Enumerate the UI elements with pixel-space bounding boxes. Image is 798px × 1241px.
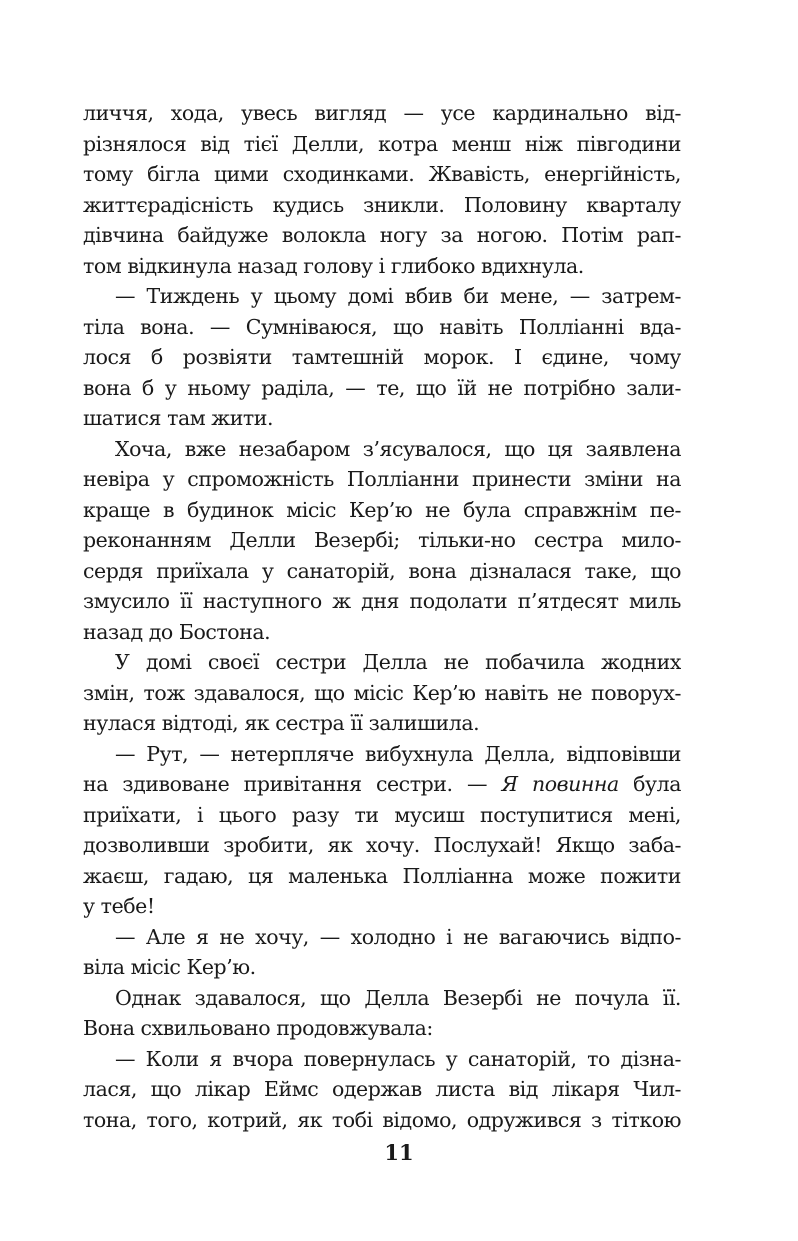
text-line: лася, що лікар Еймс одержав листа від лікаря Чил- bbox=[83, 1077, 681, 1101]
text-line: Однак здавалося, що Делла Везербі не почула її. bbox=[115, 985, 681, 1010]
text-line: краще в будинок місіс Кер’ю не була справжнім пе- bbox=[83, 497, 681, 522]
text-segment: була bbox=[618, 772, 681, 796]
text-line: невіра у спроможність Полліанни принести зміни на bbox=[83, 467, 681, 491]
emphasis-text: Я повинна bbox=[501, 772, 619, 796]
text-line: том відкинула назад голову і глибоко вдихнула. bbox=[83, 253, 584, 278]
text-line: — Рут, — нетерпляче вибухнула Делла, відповівши bbox=[115, 741, 681, 766]
text-line: — Коли я вчора повернулась у санаторій, то дізна- bbox=[115, 1046, 681, 1071]
text-segment: на здивоване привітання сестри. — bbox=[83, 772, 502, 796]
text-line: жаєш, гадаю, ця маленька Полліанна може пожити bbox=[83, 863, 681, 888]
text-line: змусило її наступного ж дня подолати п’ятдесят миль bbox=[83, 589, 681, 613]
text-line: личчя, хода, увесь вигляд — усе кардинально від- bbox=[83, 101, 681, 125]
text-line: — Тиждень у цьому домі вбив би мене, — затрем- bbox=[115, 284, 681, 308]
text-line: шатися там жити. bbox=[83, 406, 274, 430]
text-line: Хоча, вже незабаром з’ясувалося, що ця заявлена bbox=[115, 436, 681, 461]
text-line: різнялося від тієї Делли, котра менш ніж півгодини bbox=[83, 131, 681, 156]
text-line: назад до Бостона. bbox=[83, 619, 271, 644]
text-line: приїхати, і цього разу ти мусиш поступитися мені, bbox=[83, 802, 681, 827]
text-line: У домі своєї сестри Делла не побачила жодних bbox=[115, 650, 681, 674]
text-line: тіла вона. — Сумніваюся, що навіть Полліанні вда- bbox=[83, 314, 681, 339]
text-line: у тебе! bbox=[83, 894, 155, 918]
text-line: віла місіс Кер’ю. bbox=[83, 955, 256, 979]
text-line bbox=[83, 769, 681, 800]
text-line: дівчина байдуже волокла ногу за ногою. Потім рап- bbox=[83, 223, 681, 247]
body-text bbox=[83, 98, 681, 1135]
text-line: сердя приїхала у санаторій, вона дізналася таке, що bbox=[83, 558, 681, 583]
text-line: Вона схвильовано продовжувала: bbox=[83, 1016, 433, 1040]
text-line: змін, тож здавалося, що місіс Кер’ю навіть не поворух- bbox=[83, 680, 681, 705]
text-line: реконанням Делли Везербі; тільки-но сестра мило- bbox=[83, 528, 681, 552]
text-line: життєрадісність кудись зникли. Половину кварталу bbox=[83, 192, 681, 217]
text-line: тона, того, котрий, як тобі відомо, одружився з тіткою bbox=[83, 1107, 681, 1132]
text-line: дозволивши зробити, як хочу. Послухай! Якщо заба- bbox=[83, 833, 681, 857]
text-line: лося б розвіяти тамтешній морок. І єдине, чому bbox=[83, 345, 681, 369]
text-line: — Але я не хочу, — холодно і не вагаючись відпо- bbox=[115, 924, 681, 949]
page-number: 11 bbox=[384, 1140, 414, 1165]
text-line: тому бігла цими сходинками. Жвавість, енергійність, bbox=[83, 162, 681, 186]
text-line: нулася відтоді, як сестра її залишила. bbox=[83, 711, 480, 735]
text-line: вона б у ньому раділа, — те, що їй не потрібно зали- bbox=[83, 375, 681, 400]
